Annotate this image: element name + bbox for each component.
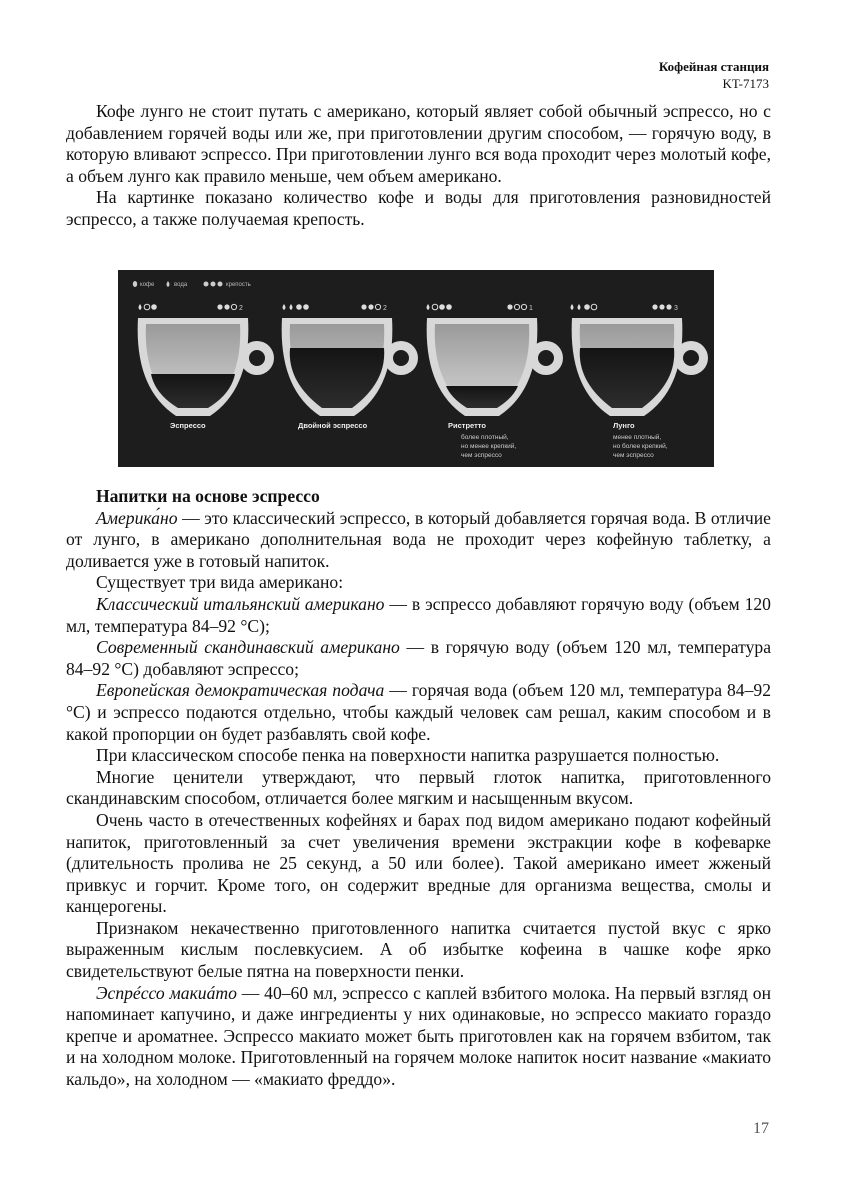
cup-note <box>461 433 518 459</box>
strength-dots <box>217 304 236 309</box>
term: Классический итальянский американо <box>96 593 385 614</box>
term: Современный скандинавский американо <box>96 637 400 658</box>
ingredient-icons <box>427 304 452 310</box>
cup-name: Ристретто <box>448 421 486 430</box>
legend-coffee: кофе <box>140 282 155 288</box>
strength-value: 2 <box>239 305 243 312</box>
cup-name: Эспрессо <box>170 421 206 430</box>
strength-value: 2 <box>383 305 387 312</box>
running-header <box>659 58 769 92</box>
intro-paragraph-1: Кофе лунго не стоит путать с американо, который являет собой обычный эспрессо, но с добавлением горячей воды или же, при приготовлении другим способом, — горячую воду, в которую вливают эспрессо. При приготовлении лунго вся вода проходит через молотый кофе, а объем лунго как правило меньше, чем объем американо. <box>66 101 771 186</box>
cup-note-line: более плотный, <box>461 434 509 441</box>
legend-water: вода <box>174 282 188 288</box>
page-number: 17 <box>753 1120 769 1137</box>
cup-note-line: менее плотный, <box>613 434 662 441</box>
strength-value: 3 <box>674 305 678 312</box>
paragraph-scandinavian: Современный скандинавский американо — в горячую воду (объем 120 мл, температура 84–92 °C) добавляют эспрессо; <box>66 637 771 679</box>
strength-value: 1 <box>529 305 533 312</box>
paragraph-european: Европейская демократическая подача — горячая вода (объем 120 мл, температура 84–92 °C) и эспрессо подаются отдельно, чтобы каждый человек сам решал, каким способом и в какой пропорции он будет разбавлять свой кофе. <box>66 680 771 744</box>
cup-note <box>613 433 669 459</box>
cups-illustration <box>118 270 714 467</box>
paragraph-crema: При классическом способе пенка на поверхности напитка разрушается полностью. <box>96 745 720 766</box>
paragraph-classic: Классический итальянский американо — в эспрессо добавляют горячую воду (объем 120 мл, температура 84–92 °C); <box>66 593 771 636</box>
ingredient-icons <box>139 304 157 310</box>
paragraph-types: Существует три вида американо: <box>96 572 344 593</box>
term: Европейская демократическая подача <box>96 680 385 701</box>
strength-dots <box>361 304 380 309</box>
header-title: Кофейная станция <box>658 59 769 74</box>
cup-name: Лунго <box>613 421 635 430</box>
paragraph-macchiato: Эспрéссо макиáто — 40–60 мл, эспрессо с каплей взбитого молока. На первый взгляд он напоминает капучино, и даже ингредиенты у них одинаковые, но эспрессо макиато гораздо крепче и ароматнее. Эспрессо макиато может быть приготовлен как на горячем взбитом, так и на холодном молоке. Приготовленный на горячем молоке напиток носит название «макиато кальдо», на холодном — «макиато фреддо». <box>66 982 771 1090</box>
paragraph-connoisseurs: Многие ценители утверждают, что первый глоток напитка, приготовленного скандинавским способом, отличается более мягким и насыщенным вкусом. <box>66 766 771 809</box>
ingredient-icons <box>283 304 309 310</box>
paragraph-quality: Признаком некачественно приготовленного напитка считается пустой вкус с ярко выраженным кислым послевкусием. А об избытке кофеина в чашке кофе ярко свидетельствуют белые пятна на поверхности пенки. <box>66 917 771 982</box>
cup-note-line: но более крепкий, <box>613 443 668 450</box>
strength-dots-icon <box>204 282 223 287</box>
cup-note-line: чем эспрессо <box>461 452 502 459</box>
water-drop-icon <box>167 281 170 287</box>
ingredient-icons <box>571 304 597 310</box>
section-heading: Напитки на основе эспрессо <box>96 486 320 506</box>
cup-espresso <box>138 304 274 430</box>
cup-ristretto <box>427 304 564 459</box>
term: Америка́но <box>96 507 178 528</box>
cup-note-line: но менее крепкий, <box>461 443 517 450</box>
strength-dots <box>652 304 671 309</box>
header-model: KT-7173 <box>722 76 769 91</box>
paragraph-fake-americano: Очень часто в отечественных кофейнях и барах под видом американо подают кофейный напиток, приготовленный за счет увеличения времени экстракции кофе в кофеварке (длительность пролива не 25 секунд, а 50 или более). Такой американо имеет жженый привкус и горчит. Кроме того, он содержит вредные для организма вещества, смолы и канцерогены. <box>66 809 771 917</box>
legend-strength: крепость <box>226 282 251 288</box>
cup-note-line: чем эспрессо <box>613 452 654 459</box>
cup-double-espresso <box>282 304 418 430</box>
espresso-drinks-section <box>66 486 771 1091</box>
cup-lungo <box>571 304 709 459</box>
term: Эспрéссо макиáто <box>96 982 237 1003</box>
legend <box>133 281 251 288</box>
paragraph-americano: Америка́но — это классический эспрессо, в который добавляется горячая вода. В отличие от лунго, в американо дополнительная вода не проходит через кофейную таблетку, а доливается уже в готовый напиток. <box>66 507 771 571</box>
cup-name: Двойной эспрессо <box>298 421 368 430</box>
coffee-bean-icon <box>133 281 137 287</box>
coffee-cups-figure <box>118 270 714 467</box>
strength-dots <box>507 304 526 309</box>
intro-text <box>66 101 771 231</box>
intro-paragraph-2: На картинке показано количество кофе и воды для приготовления разновидностей эспрессо, а также получаемая крепость. <box>66 187 771 229</box>
